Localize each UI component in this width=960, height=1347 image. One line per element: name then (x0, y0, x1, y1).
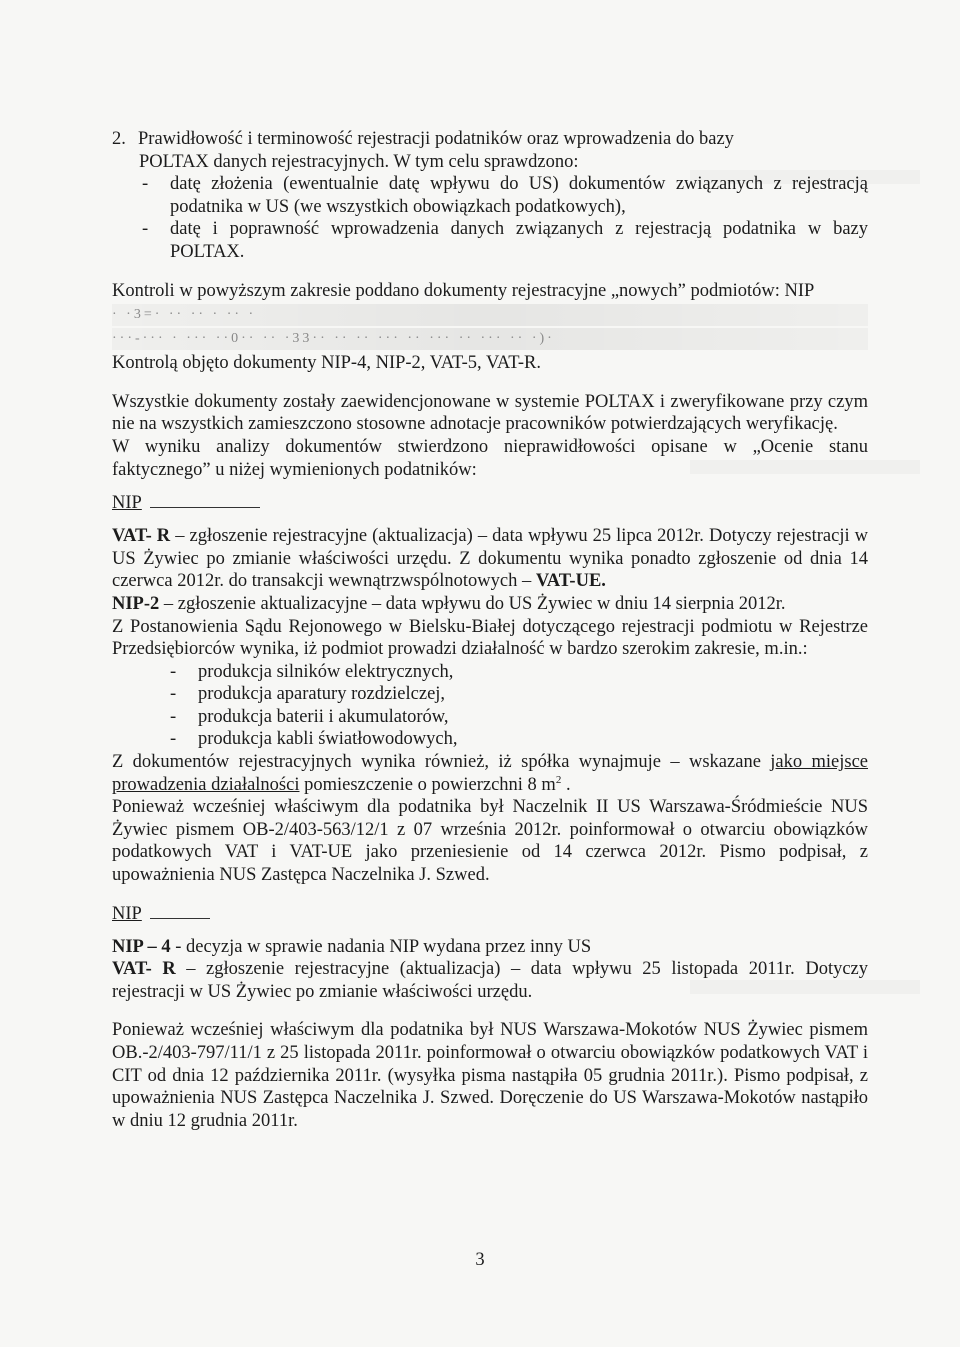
redacted-nip (150, 507, 260, 508)
documents-scope: Kontrolą objęto dokumenty NIP-4, NIP-2, VAT-5, VAT-R. (112, 353, 541, 374)
verification-paragraph: Wszystkie dokumenty zostały zaewidencjonowane w systemie POLTAX i zweryfikowane przy czym nie na wszystkich zamieszczono stosowne adnotacje pracowników potwierdzających weryfikację. (112, 391, 868, 435)
control-scope-text: Kontroli w powyższym zakresie poddano dokumenty rejestracyjne „nowych” podmiotów: NIP (112, 280, 815, 301)
list-item: - datę złożenia (ewentualnie datę wpływu do US) dokumentów związanych z rejestracją podatnika w US (we wszystkich obowiązkach podatkowych), (142, 174, 868, 217)
section-title-line2: POLTAX danych rejestracyjnych. W tym celu sprawdzono: (139, 151, 579, 172)
redacted-line: · ·3=· ·· ·· · ·· · (112, 304, 868, 326)
list-item: - produkcja kabli światłowodowych, (170, 729, 458, 750)
list-item: - produkcja silników elektrycznych, (170, 661, 454, 682)
section-title-line1: Prawidłowość i terminowość rejestracji podatników oraz wprowadzenia do bazy (138, 129, 734, 149)
activity-list (112, 661, 868, 751)
nip-heading-1: NIP (112, 492, 868, 514)
check-list (112, 173, 868, 263)
lease-paragraph: Z dokumentów rejestracyjnych wynika również, iż spółka wynajmuje – wskazane jako miejsce prowadzenia działalności pomieszczenie o powierzchni 8 $m^2$ . (112, 752, 869, 795)
section-heading (112, 128, 868, 151)
list-item: - produkcja aparatury rozdzielczej, (170, 684, 446, 705)
section-number: 2. (112, 129, 126, 149)
nip-heading-2: NIP (112, 903, 868, 925)
previous-office-paragraph: Ponieważ wcześniej właściwym dla podatnika był NUS Warszawa-Mokotów NUS Żywiec pismem OB.-2/403-797/11/1 z 25 listopada 2011r. poinformował o otwarciu obowiązków podatkowych VAT i CIT od dnia 12 października 2011r. (wysyłka pisma nastąpiła 05 grudnia 2011r.). Pismo podpisał, z upoważnienia NUS Zastępca Naczelnika J. Szwed. Doręczenie do US Warszawa-Mokotów nastąpiło w dniu 12 grudnia 2011r. (112, 1020, 868, 1131)
redacted-line: ···-··· · ··· ··0·· ·· ·33·· ·· ·· ··· ·· ··· ·· ··· ·· ·)· (112, 328, 868, 350)
nip-2-paragraph: NIP-2 – zgłoszenie aktualizacyjne – data wpływu do US Żywiec w dniu 14 sierpnia 2012r. (112, 593, 786, 614)
list-item: - produkcja baterii i akumulatorów, (170, 706, 449, 727)
redacted-nip (150, 918, 210, 919)
list-item: - datę i poprawność wprowadzenia danych związanych z rejestracją podatnika w bazy POLTAX. (142, 219, 868, 262)
document-page (112, 128, 868, 1132)
court-paragraph: Z Postanowienia Sądu Rejonowego w Bielsku-Białej dotyczącego rejestracji podmiotu w Rejestrze Przedsiębiorców wynika, iż podmiot prowadzi działalność w bardzo szerokim zakresie, m.in.: (112, 616, 868, 660)
previous-office-paragraph: Ponieważ wcześniej właściwym dla podatnika był Naczelnik II US Warszawa-Śródmieście NUS Żywiec pismem OB-2/403-563/12/1 z 07 września 2012r. poinformował o otwarciu obowiązków podatkowych VAT i VAT-UE jako przeniesienie od 14 czerwca 2012r. Pismo podpisał, z upoważnienia NUS Zastępca Naczelnika J. Szwed. (112, 797, 868, 886)
analysis-paragraph: W wyniku analizy dokumentów stwierdzono nieprawidłowości opisane w „Ocenie stanu faktycznego” u niżej wymienionych podatników: (112, 436, 868, 480)
page-number: 3 (475, 1250, 485, 1270)
nip-4-paragraph: NIP – 4 - decyzja w sprawie nadania NIP wydana przez inny US (112, 936, 592, 957)
vat-r-paragraph: VAT- R – zgłoszenie rejestracyjne (aktualizacja) – data wpływu 25 listopada 2011r. Dotyczy rejestracji w US Żywiec po zmianie właściwości urzędu. (112, 959, 869, 1002)
vat-r-paragraph: VAT- R – zgłoszenie rejestracyjne (aktualizacja) – data wpływu 25 lipca 2012r. Dotyczy rejestracji w US Żywiec po zmianie właściwości urzędu. Z dokumentu wynika ponadto zgłoszenie od dnia 14 czerwca 2012r. do transakcji wewnątrzwspólnotowych – VAT-UE. (112, 526, 868, 592)
